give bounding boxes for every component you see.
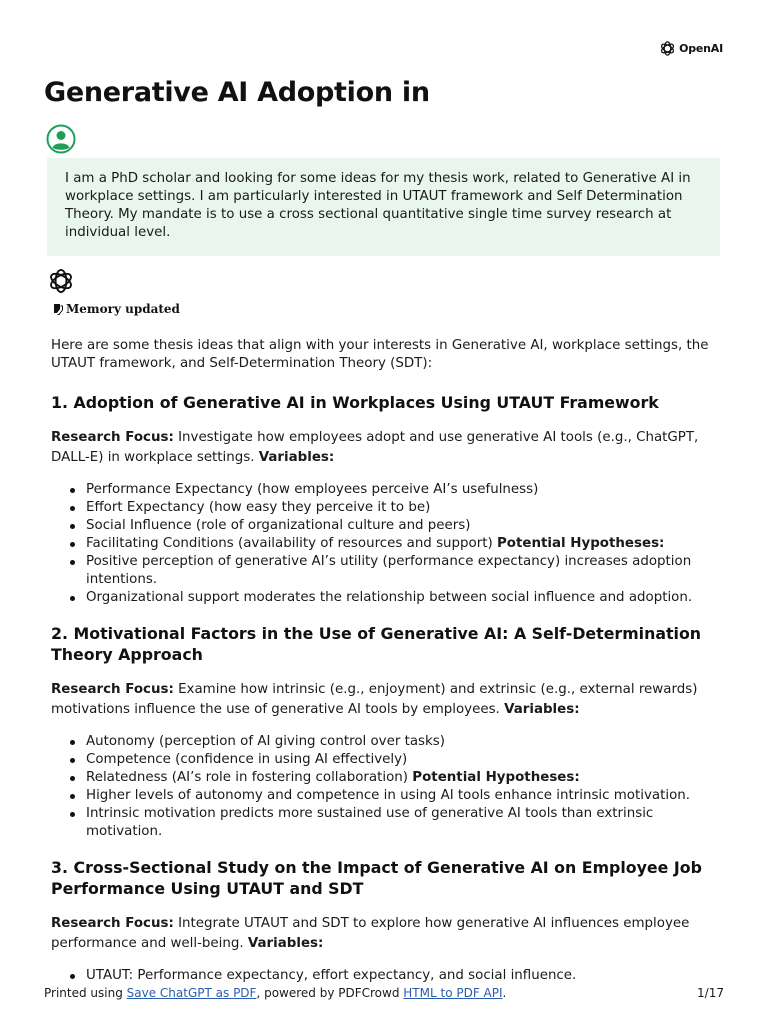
list-item: Effort Expectancy (how easy they perceive it to be) bbox=[51, 499, 723, 517]
research-focus-text: Integrate UTAUT and SDT to explore how generative AI influences employee performance and well-being. bbox=[51, 916, 690, 951]
memory-icon bbox=[52, 303, 64, 315]
page-title: Generative AI Adoption in bbox=[44, 77, 430, 108]
research-focus-text: Investigate how employees adopt and use generative AI tools (e.g., ChatGPT, DALL-E) in workplace settings. bbox=[51, 430, 699, 465]
list-item: Organizational support moderates the relationship between social influence and adoption. bbox=[51, 589, 723, 607]
section-3-list bbox=[51, 967, 723, 985]
research-focus-label: Research Focus: bbox=[51, 682, 174, 697]
brand-name: OpenAI bbox=[679, 42, 723, 55]
list-item-text: Facilitating Conditions (availability of resources and support) bbox=[86, 536, 497, 551]
footer-suffix: . bbox=[502, 986, 507, 1000]
response-intro: Here are some thesis ideas that align with your interests in Generative AI, workplace settings, the UTAUT framework, and Self-Determination Theory (SDT): bbox=[51, 338, 709, 371]
list-item bbox=[51, 769, 723, 787]
list-item bbox=[51, 535, 723, 553]
research-focus-label: Research Focus: bbox=[51, 430, 174, 445]
list-item: Higher levels of autonomy and competence in using AI tools enhance intrinsic motivation. bbox=[51, 787, 723, 805]
section-3-heading: 3. Cross-Sectional Study on the Impact of Generative AI on Employee Job Performance Using UTAUT and SDT bbox=[51, 858, 702, 898]
memory-label: Memory updated bbox=[66, 302, 180, 316]
section-1-focus bbox=[51, 428, 723, 468]
hypotheses-label: Potential Hypotheses: bbox=[496, 536, 665, 551]
variables-label: Variables: bbox=[247, 936, 324, 951]
assistant-response bbox=[51, 337, 723, 1001]
section-2-focus bbox=[51, 680, 723, 720]
list-item-text: Relatedness (AI’s role in fostering collaboration) bbox=[86, 770, 413, 785]
user-message-text: I am a PhD scholar and looking for some ideas for my thesis work, related to Generative AI in workplace settings. I am particularly interested in UTAUT framework and Self Determination Theory. My mandate is to use a cross sectional quantitative single time survey research at individual level. bbox=[65, 171, 691, 240]
variables-label: Variables: bbox=[504, 702, 580, 717]
list-item: Positive perception of generative AI’s utility (performance expectancy) increases adoption intentions. bbox=[51, 553, 723, 589]
list-item: Performance Expectancy (how employees perceive AI’s usefulness) bbox=[51, 481, 723, 499]
list-item: UTAUT: Performance expectancy, effort expectancy, and social influence. bbox=[51, 967, 723, 985]
save-chatgpt-pdf-link[interactable]: Save ChatGPT as PDF bbox=[126, 986, 257, 1000]
user-avatar-icon bbox=[46, 124, 76, 154]
openai-brand bbox=[659, 40, 723, 57]
memory-updated-indicator bbox=[52, 302, 180, 316]
print-footer bbox=[44, 986, 724, 1000]
chatgpt-logo-icon bbox=[47, 267, 75, 295]
variables-label: Variables: bbox=[258, 450, 335, 465]
list-item: Social Influence (role of organizational culture and peers) bbox=[51, 517, 723, 535]
user-message bbox=[47, 158, 720, 256]
list-item: Intrinsic motivation predicts more sustained use of generative AI tools than extrinsic motivation. bbox=[51, 805, 723, 841]
footer-middle: , powered by PDFCrowd bbox=[256, 986, 404, 1000]
section-1-list bbox=[51, 481, 723, 607]
list-item: Autonomy (perception of AI giving control over tasks) bbox=[51, 733, 723, 751]
section-3-focus bbox=[51, 914, 723, 954]
openai-logo-icon bbox=[659, 40, 676, 57]
research-focus-text: Examine how intrinsic (e.g., enjoyment) and extrinsic (e.g., external rewards) motivations influence the use of generative AI tools by employees. bbox=[51, 682, 698, 717]
page-number: 1/17 bbox=[697, 986, 724, 1000]
section-2-heading: 2. Motivational Factors in the Use of Generative AI: A Self-Determination Theory Approach bbox=[51, 624, 702, 664]
section-2-list bbox=[51, 733, 723, 841]
section-1-heading: 1. Adoption of Generative AI in Workplaces Using UTAUT Framework bbox=[51, 393, 659, 412]
footer-prefix: Printed using bbox=[44, 986, 127, 1000]
hypotheses-label: Potential Hypotheses: bbox=[412, 770, 580, 785]
html-to-pdf-api-link[interactable]: HTML to PDF API bbox=[403, 986, 503, 1000]
research-focus-label: Research Focus: bbox=[51, 916, 174, 931]
list-item: Competence (confidence in using AI effectively) bbox=[51, 751, 723, 769]
